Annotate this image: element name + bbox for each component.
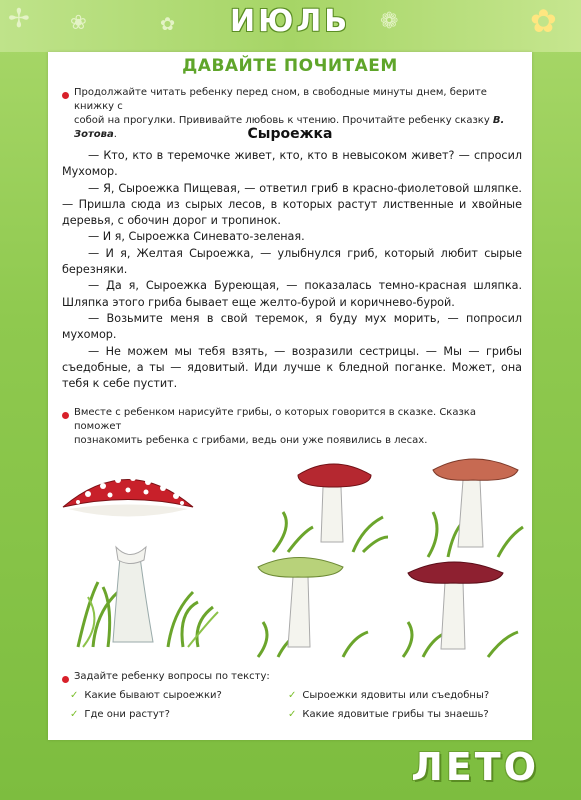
story-paragraph: — Да я, Сыроежка Буреющая, — показалась темно-красная шляпка. Шляпка этого гриба бывает еще желто-бурой и коричнево-бурой. (62, 279, 522, 309)
drawing-note-line: Вместе с ребенком нарисуйте грибы, о которых говорится в сказке. Сказка поможет (74, 407, 476, 432)
brown-russula-illustration (418, 452, 528, 562)
story-paragraph: — Не можем мы тебя взять, — возразили сестрицы. — Мы — грибы съедобные, а ты — ядовитый. Иди лучше к бледной поганке. Может, она тебя к себе пустит. (62, 344, 522, 391)
content-card (48, 52, 532, 740)
bullet-icon (62, 412, 69, 419)
check-icon: ✓ (70, 709, 79, 720)
month-title: ИЮЛЬ (230, 4, 351, 39)
check-icon: ✓ (288, 709, 297, 720)
green-russula-illustration (248, 552, 378, 662)
leaf-icon: ❀ (70, 12, 87, 34)
story-paragraph: — Я, Сыроежка Пищевая, — ответил гриб в красно-фиолетовой шляпке. — Пришла сюда из сырых лесов, в которых растут лиственные и хвойные деревья, с обочин дорог и тропинок. (62, 181, 522, 228)
flower-icon: ✿ (160, 14, 176, 34)
questions-intro: Задайте ребенку вопросы по тексту: (74, 671, 270, 682)
bullet-icon (62, 92, 69, 99)
dragonfly-icon: ✢ (8, 4, 30, 33)
season-title: ЛЕТО (411, 745, 539, 789)
intro-line-start: собой на прогулки. Прививайте любовь к чтению. Прочитайте ребенку сказку (74, 115, 493, 126)
story-paragraph: — И я, Сыроежка Синевато-зеленая. (88, 230, 305, 244)
header-band (0, 0, 581, 52)
drawing-note (74, 406, 526, 448)
question-text: Какие бывают сыроежки? (84, 690, 222, 701)
red-russula-illustration (263, 457, 393, 557)
question-item (288, 709, 489, 720)
fly-agaric-illustration (58, 462, 228, 652)
question-item (70, 690, 222, 701)
author-name: В. Зотова (74, 115, 505, 140)
story-title: Сыроежка (247, 126, 333, 142)
question-text: Где они растут? (84, 709, 170, 720)
flower-icon: ❁ (380, 8, 399, 33)
intro-line-end: . (113, 129, 117, 140)
story-text (62, 148, 522, 392)
bullet-icon (62, 676, 69, 683)
question-item (288, 690, 489, 701)
section-title: ДАВАЙТЕ ПОЧИТАЕМ (182, 56, 398, 76)
intro-line: Продолжайте читать ребенку перед сном, в свободные минуты днем, берите книжку с (74, 87, 487, 112)
question-text: Сыроежки ядовиты или съедобны? (302, 690, 490, 701)
story-paragraph: — Возьмите меня в свой теремок, я буду мух морить, — попросил мухомор. (62, 311, 522, 342)
story-paragraph: — Кто, кто в теремочке живет, кто, кто в невысоком живет? — спросил Мухомор. (62, 149, 522, 179)
question-item (70, 709, 170, 720)
drawing-note-line: познакомить ребенка с грибами, ведь они уже появились в лесах. (74, 435, 428, 446)
question-text: Какие ядовитые грибы ты знаешь? (302, 709, 489, 720)
story-paragraph: — И я, Желтая Сыроежка, — улыбнулся гриб, который любит сырые березняки. (62, 246, 522, 277)
flower-icon: ✿ (530, 3, 557, 39)
dark-red-russula-illustration (393, 557, 523, 662)
check-icon: ✓ (288, 690, 297, 701)
check-icon: ✓ (70, 690, 79, 701)
